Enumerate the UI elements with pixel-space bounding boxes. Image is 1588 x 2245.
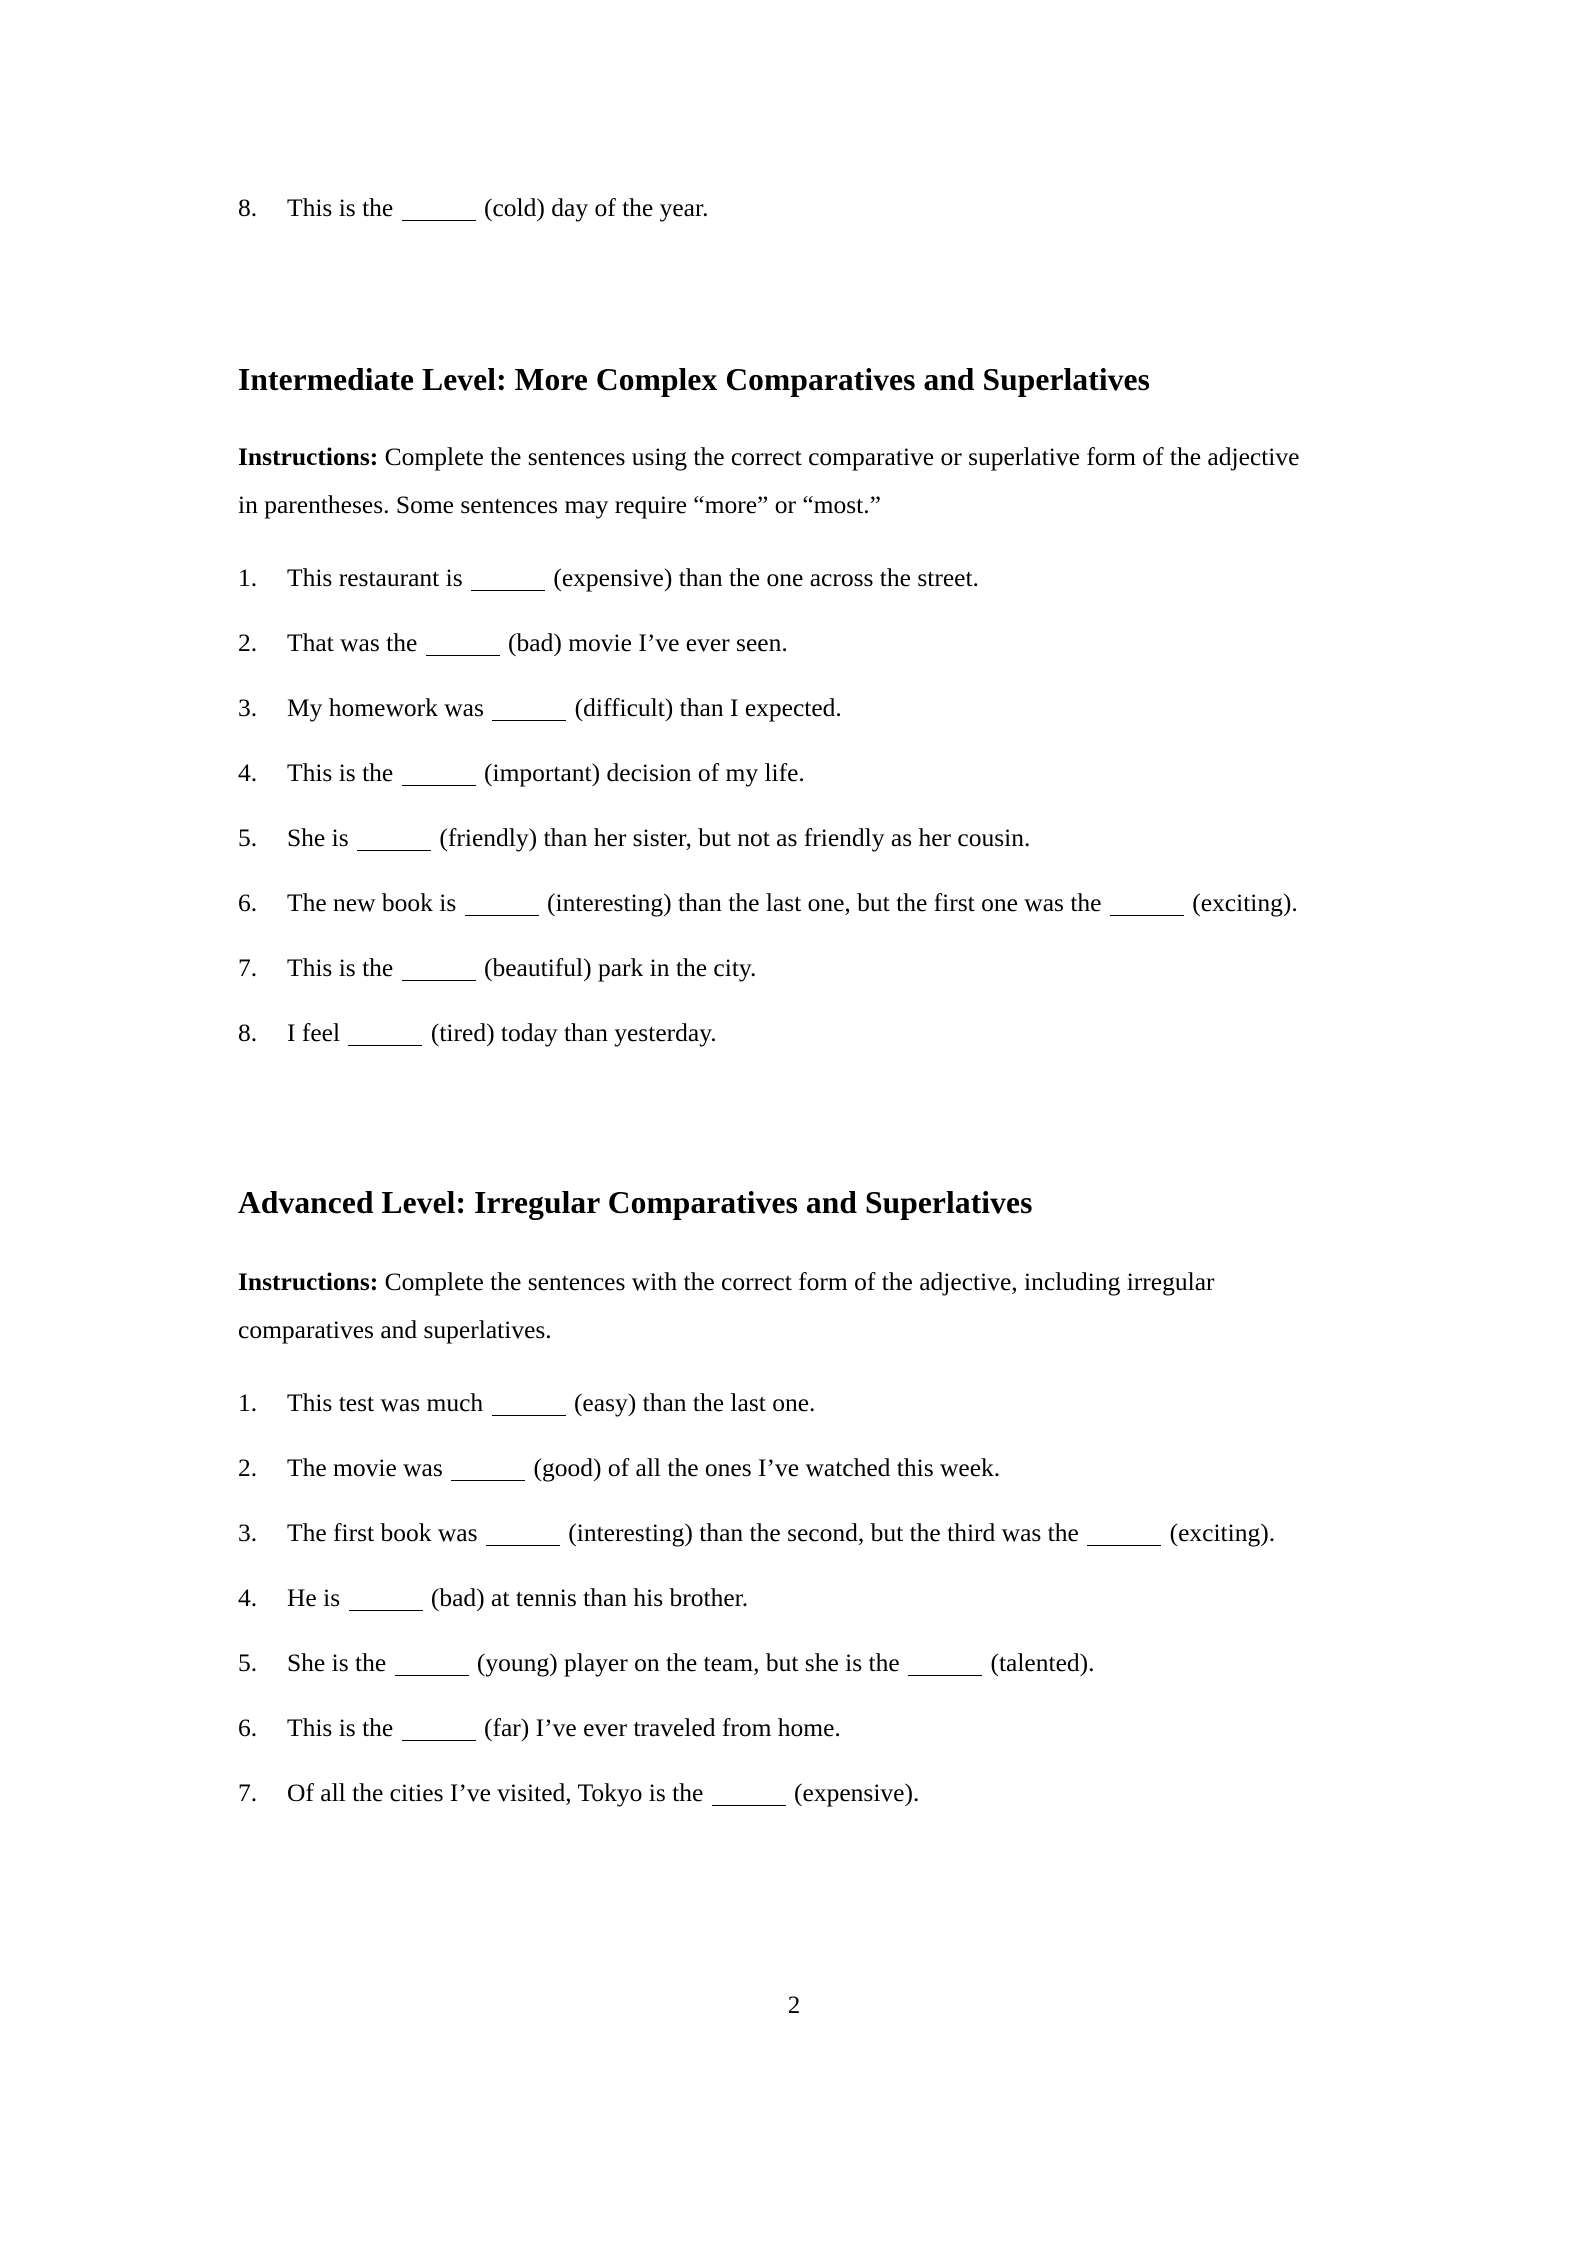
section-heading-advanced: Advanced Level: Irregular Comparatives and Superlatives — [238, 1184, 1033, 1220]
list-item — [238, 1645, 1322, 1682]
fill-in-blank[interactable] — [395, 1651, 469, 1675]
fill-in-blank[interactable] — [492, 696, 566, 720]
instructions-body: Complete the sentences using the correct comparative or superlative form of the adjective in parentheses. Some sentences may require “more” or “most.” — [238, 442, 1300, 520]
instructions-intermediate — [238, 433, 1322, 529]
list-item-text: The movie was (good) of all the ones I’ve watched this week. — [287, 1453, 1001, 1483]
list-item-number: 4. — [238, 1583, 258, 1613]
list-item-number: 2. — [238, 628, 258, 658]
fill-in-blank[interactable] — [712, 1781, 786, 1805]
list-item-number: 7. — [238, 953, 258, 983]
list-item-number: 1. — [238, 1388, 258, 1418]
list-item-number: 8. — [238, 193, 258, 222]
list-item-text: This restaurant is (expensive) than the one across the street. — [287, 563, 979, 593]
list-item — [238, 1580, 1322, 1617]
list-item-text: This test was much (easy) than the last one. — [287, 1388, 816, 1418]
fill-in-blank[interactable] — [402, 1716, 476, 1740]
fill-in-blank[interactable] — [1087, 1521, 1161, 1545]
instructions-advanced — [238, 1258, 1322, 1354]
list-item — [238, 1775, 1322, 1812]
orphan-exercise-block — [238, 190, 1322, 227]
list-item-text: My homework was (difficult) than I expected. — [287, 693, 842, 723]
fill-in-blank[interactable] — [1110, 891, 1184, 915]
list-item — [238, 1015, 1322, 1052]
list-item-text: This is the (cold) day of the year. — [287, 193, 709, 222]
list-item — [238, 1385, 1322, 1422]
list-item-text: This is the (beautiful) park in the city. — [287, 953, 757, 983]
list-item — [238, 885, 1322, 922]
list-item-number: 5. — [238, 1648, 258, 1678]
list-item — [238, 820, 1322, 857]
list-item-number: 1. — [238, 563, 258, 593]
list-item — [238, 1450, 1322, 1487]
list-item — [238, 560, 1322, 597]
fill-in-blank[interactable] — [492, 1391, 566, 1415]
list-item-text: The new book is (interesting) than the last one, but the first one was the (exciting). — [287, 888, 1298, 918]
instructions-label: Instructions: — [238, 1267, 379, 1297]
list-item — [238, 1515, 1322, 1552]
fill-in-blank[interactable] — [348, 1021, 422, 1045]
list-item-number: 8. — [238, 1018, 258, 1047]
list-item-text: The first book was (interesting) than the second, but the third was the (exciting). — [287, 1518, 1276, 1548]
list-item-number: 5. — [238, 823, 258, 853]
list-item — [238, 690, 1322, 727]
fill-in-blank[interactable] — [402, 196, 476, 220]
fill-in-blank[interactable] — [451, 1456, 525, 1480]
fill-in-blank[interactable] — [349, 1586, 423, 1610]
page-number: 2 — [787, 1992, 801, 2019]
list-item-text: I feel (tired) today than yesterday. — [287, 1018, 717, 1047]
section-heading-intermediate: Intermediate Level: More Complex Comparatives and Superlatives — [238, 361, 1150, 397]
page-content — [238, 0, 1322, 1812]
list-item-text: That was the (bad) movie I’ve ever seen. — [287, 628, 788, 658]
list-item-text: He is (bad) at tennis than his brother. — [287, 1583, 749, 1613]
list-item-number: 3. — [238, 693, 258, 723]
instructions-label: Instructions: — [238, 442, 379, 472]
fill-in-blank[interactable] — [426, 631, 500, 655]
fill-in-blank[interactable] — [402, 956, 476, 980]
exercise-list-intermediate — [238, 560, 1322, 1052]
instructions-body: Complete the sentences with the correct form of the adjective, including irregular comparatives and superlatives. — [238, 1267, 1215, 1345]
list-item — [238, 190, 1322, 227]
fill-in-blank[interactable] — [471, 566, 545, 590]
list-item-text: She is the (young) player on the team, but she is the (talented). — [287, 1648, 1095, 1678]
list-item-text: This is the (important) decision of my life. — [287, 758, 805, 788]
fill-in-blank[interactable] — [908, 1651, 982, 1675]
fill-in-blank[interactable] — [357, 826, 431, 850]
list-item-number: 2. — [238, 1453, 258, 1483]
list-item-number: 7. — [238, 1778, 258, 1808]
list-item — [238, 625, 1322, 662]
fill-in-blank[interactable] — [465, 891, 539, 915]
exercise-list-advanced — [238, 1385, 1322, 1812]
orphan-exercise-list — [238, 190, 1322, 227]
list-item-text: She is (friendly) than her sister, but not as friendly as her cousin. — [287, 823, 1031, 853]
list-item — [238, 755, 1322, 792]
list-item — [238, 950, 1322, 987]
list-item-number: 4. — [238, 758, 258, 788]
list-item-number: 6. — [238, 888, 258, 918]
list-item-number: 3. — [238, 1518, 258, 1548]
list-item — [238, 1710, 1322, 1747]
fill-in-blank[interactable] — [402, 761, 476, 785]
list-item-text: This is the (far) I’ve ever traveled from home. — [287, 1713, 841, 1743]
list-item-number: 6. — [238, 1713, 258, 1743]
fill-in-blank[interactable] — [486, 1521, 560, 1545]
list-item-text: Of all the cities I’ve visited, Tokyo is the (expensive). — [287, 1778, 920, 1808]
